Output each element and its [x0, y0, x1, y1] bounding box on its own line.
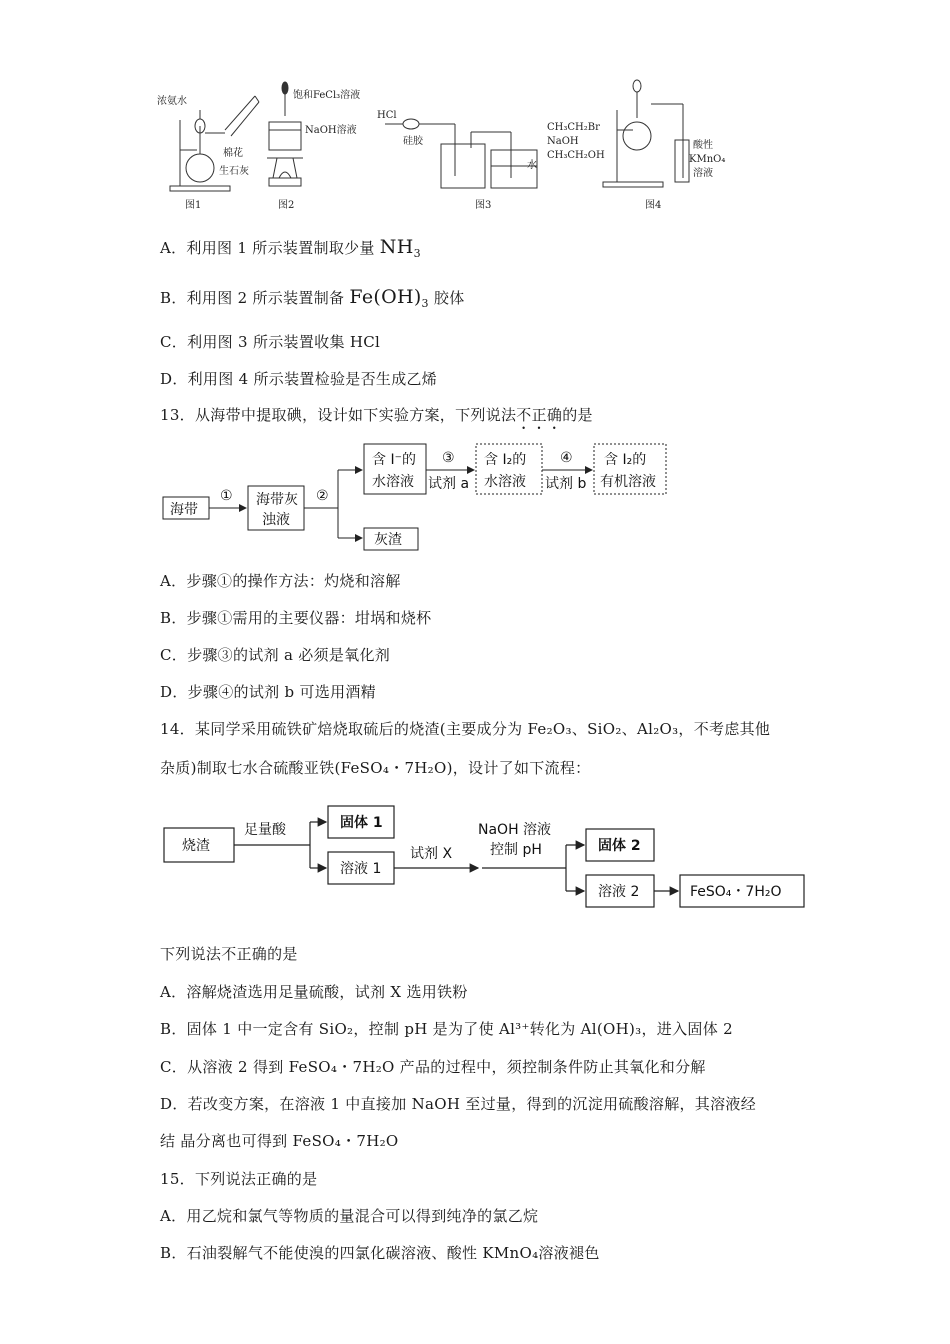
q14-prompt: 下列说法不正确的是: [160, 945, 298, 963]
q14-option-a: A．溶解烧渣选用足量硫酸，试剂 X 选用铁粉: [160, 983, 468, 1001]
q13-option-d: D．步骤④的试剂 b 可选用酒精: [160, 683, 376, 701]
q12-option-a: [160, 236, 421, 260]
q12-option-a-formula: NH: [379, 236, 414, 258]
q13-flow-box2-line2: 水溶液: [372, 474, 414, 490]
q13-option-b: B．步骤①需用的主要仪器：坩埚和烧杯: [160, 609, 432, 627]
fig2-caption: 图2: [278, 200, 295, 211]
fig4-kmno4-label-3: 溶液: [693, 168, 713, 179]
q12-option-b: [160, 286, 465, 310]
fig1-caption: 图1: [185, 200, 202, 211]
q14-flow-solution2: 溶液 2: [598, 884, 640, 900]
fig1-lime-label: 生石灰: [219, 166, 249, 177]
q13-flow-reagent-a: 试剂 a: [428, 476, 470, 492]
q12-option-a-text: A．利用图 1 所示装置制取少量: [160, 239, 380, 257]
fig1-ammonia-label: 浓氨水: [157, 96, 187, 107]
q14-option-d-line2: 结 晶分离也可得到 FeSO₄・7H₂O: [160, 1132, 399, 1150]
q15-stem: 15．下列说法正确的是: [160, 1170, 318, 1188]
fig3-caption: 图3: [475, 200, 492, 211]
q13-stem-post: 的是: [562, 406, 593, 424]
q13-flow-reagent-b: 试剂 b: [545, 476, 587, 492]
q14-flow-reagent-x: 试剂 X: [410, 846, 453, 862]
q13-option-c: C．步骤③的试剂 a 必须是氧化剂: [160, 646, 391, 664]
q14-flow-naoh-line1: NaOH 溶液: [478, 822, 552, 838]
q13-flow-step3: ③: [442, 450, 455, 466]
q14-option-c: C．从溶液 2 得到 FeSO₄・7H₂O 产品的过程中，须控制条件防止其氧化和分解: [160, 1058, 706, 1076]
fig3-apparatus: [385, 119, 537, 188]
q12-option-b-text: B．利用图 2 所示装置制备: [160, 289, 350, 307]
fig4-kmno4-label-2: KMnO₄: [689, 154, 726, 165]
fig4-r2-label: NaOH: [547, 136, 579, 147]
q14-flow-solution1: 溶液 1: [340, 861, 382, 877]
fig4-apparatus: [603, 80, 689, 187]
q12-option-d: D．利用图 4 所示装置检验是否生成乙烯: [160, 370, 438, 388]
q13-flow-step4: ④: [560, 450, 573, 466]
q13-flow-box4-line1: 含 I₂的: [604, 452, 647, 468]
q13-flow-box1-line1: 海带灰: [256, 492, 298, 508]
q12-option-a-sub: 3: [413, 247, 421, 260]
q13-stem-emphasis: 不正确: [516, 406, 563, 424]
q12-option-c: C．利用图 3 所示装置收集 HCl: [160, 333, 381, 351]
fig1-cotton-label: 棉花: [223, 148, 243, 159]
q13-stem-pre: 13．从海带中提取碘，设计如下实验方案，下列说法: [160, 406, 517, 424]
q12-option-b-formula: Fe(OH): [349, 286, 422, 308]
q13-flowchart: [160, 440, 680, 555]
q13-flow-step1: ①: [220, 488, 233, 504]
q12-option-b-tail: 胶体: [428, 289, 465, 307]
q15-option-b: B．石油裂解气不能使溴的四氯化碳溶液、酸性 KMnO₄溶液褪色: [160, 1244, 600, 1262]
q12-option-b-sub: 3: [421, 297, 429, 310]
q14-flow-acid: 足量酸: [244, 822, 286, 838]
q13-flow-start: 海带: [170, 502, 198, 518]
fig2-naoh-label: NaOH溶液: [305, 125, 357, 136]
q13-flow-box3-line1: 含 I₂的: [484, 452, 527, 468]
fig4-caption: 图4: [645, 200, 662, 211]
q14-stem-line2: 杂质)制取七水合硫酸亚铁(FeSO₄・7H₂O)，设计了如下流程：: [160, 759, 591, 777]
fig4-r3-label: CH₃CH₂OH: [547, 150, 605, 161]
q14-flow-naoh-line2: 控制 pH: [490, 842, 542, 858]
fig2-dropper-label: 饱和FeCl₃溶液: [293, 90, 361, 101]
q13-flow-step2: ②: [316, 488, 329, 504]
q13-flow-residue: 灰渣: [374, 532, 402, 548]
fig3-water-label: 水: [527, 160, 537, 171]
fig3-silica-label: 硅胶: [403, 136, 423, 147]
q15-option-a: A．用乙烷和氯气等物质的量混合可以得到纯净的氯乙烷: [160, 1207, 539, 1225]
q13-option-a: A．步骤①的操作方法：灼烧和溶解: [160, 572, 401, 590]
q13-flow-box4-line2: 有机溶液: [600, 474, 656, 490]
q14-option-b: B．固体 1 中一定含有 SiO₂，控制 pH 是为了使 Al³⁺转化为 Al(OH)₃，进入固体 2: [160, 1020, 733, 1038]
q14-flow-solid1: 固体 1: [340, 815, 383, 831]
q14-flowchart: [160, 802, 810, 912]
q13-flow-box3-line2: 水溶液: [484, 474, 526, 490]
q14-option-d-line1: D．若改变方案，在溶液 1 中直接加 NaOH 至过量，得到的沉淀用硫酸溶解，其溶液经: [160, 1095, 756, 1113]
q13-stem: [160, 404, 593, 433]
q14-flow-start: 烧渣: [182, 838, 210, 854]
q14-flow-solid2: 固体 2: [598, 838, 641, 854]
q13-flow-box2-line1: 含 I⁻的: [372, 452, 416, 468]
q14-stem-line1: 14．某同学采用硫铁矿焙烧取硫后的烧渣(主要成分为 Fe₂O₃、SiO₂、Al₂O₃，不考虑其他: [160, 720, 771, 738]
q14-flow-product: FeSO₄・7H₂O: [690, 884, 782, 900]
fig3-hcl-label: HCl: [377, 110, 397, 121]
fig4-r1-label: CH₃CH₂Br: [547, 122, 600, 133]
q13-flow-box1-line2: 浊液: [262, 512, 290, 528]
fig4-kmno4-label-1: 酸性: [693, 140, 713, 151]
apparatus-figure: [155, 78, 726, 218]
